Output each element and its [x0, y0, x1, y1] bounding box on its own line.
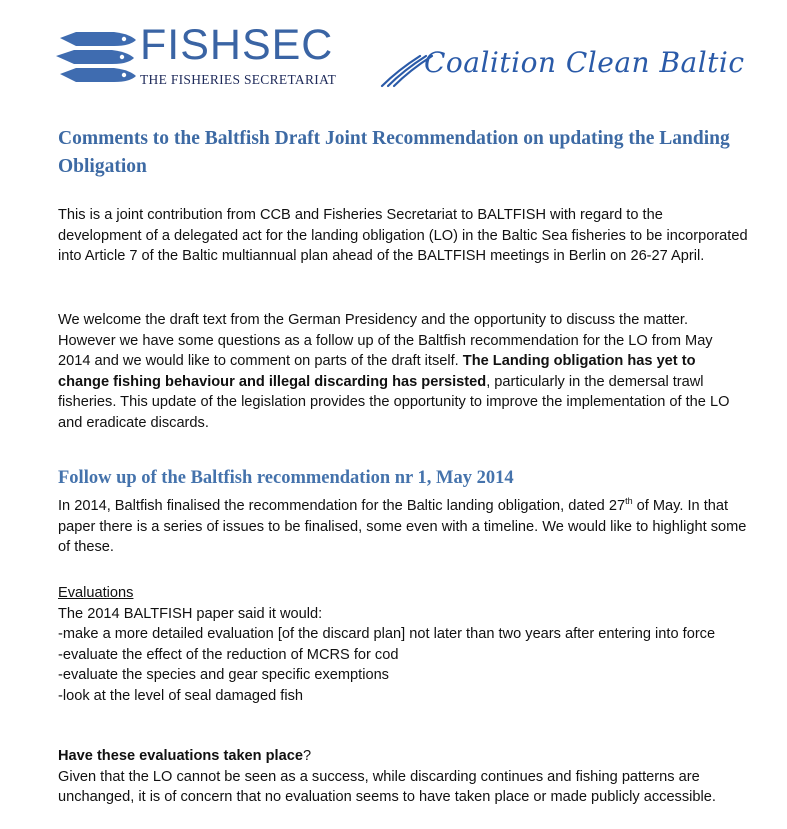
welcome-paragraph: [58, 310, 748, 433]
followup-text-after: of May. In that paper there is a series of issues to be finalised, some even with a timeline. We would like to highlight some of these.: [58, 498, 747, 555]
evaluation-item: -evaluate the effect of the reduction of MCRS for cod: [58, 646, 399, 663]
evaluations-intro: The 2014 BALTFISH paper said it would:: [58, 605, 323, 622]
evaluation-item: -look at the level of seal damaged fish: [58, 687, 303, 704]
fishsec-wordmark: FISHSEC: [140, 21, 334, 69]
evaluation-item: -make a more detailed evaluation [of the discard plan] not later than two years after entering into force: [58, 626, 716, 642]
intro-paragraph: This is a joint contribution from CCB and Fisheries Secretariat to BALTFISH with regard to the development of a delegated act for the landing obligation (LO) in the Baltic Sea fisheries to be incorporated into Article 7 of the Baltic multiannual plan ahead of the BALTFISH meetings in Berlin on 26-27 April.: [58, 207, 748, 264]
ccb-wordmark: Coalition Clean Baltic: [424, 46, 745, 79]
welcome-text-after: , particularly in the demersal trawl fisheries. This update of the legislation provides the opportunity to improve the implementation of the LO and eradicate discards.: [58, 373, 730, 431]
evaluations-heading: Evaluations: [58, 585, 134, 601]
welcome-text-before: We welcome the draft text from the German Presidency and the opportunity to discuss the matter. However we have some questions as a follow up of the Baltfish recommendation for the LO from May 2014 and we would like to comment on parts of the draft itself.: [58, 312, 713, 369]
followup-text-before: In 2014, Baltfish finalised the recommendation for the Baltic landing obligation, dated 27: [58, 498, 626, 514]
document-title: Comments to the Baltfish Draft Joint Recommendation on updating the Landing Obligation: [58, 128, 730, 177]
question-heading: [58, 746, 748, 767]
evaluations-block: [58, 583, 748, 706]
question-text: Given that the LO cannot be seen as a success, while discarding continues and fishing patterns are unchanged, it is of concern that no evaluation seems to have taken place or made publicly accessible.: [58, 768, 716, 805]
question-mark: ?: [302, 748, 312, 764]
fishsec-logo: [56, 20, 356, 90]
fishsec-subtitle: THE FISHERIES SECRETARIAT: [140, 72, 337, 87]
welcome-bold: The Landing obligation has yet to change fishing behaviour and illegal discarding has persisted: [58, 353, 696, 390]
fish-icon: [56, 26, 138, 88]
ccb-logo: [380, 42, 750, 92]
followup-sup: th: [625, 496, 633, 507]
question-bold: Have these evaluations taken place: [58, 748, 303, 764]
followup-paragraph: [58, 496, 748, 558]
evaluation-item: -evaluate the species and gear specific exemptions: [58, 667, 389, 683]
question-block: [58, 746, 748, 808]
section-heading: Follow up of the Baltfish recommendation nr 1, May 2014: [58, 468, 514, 488]
